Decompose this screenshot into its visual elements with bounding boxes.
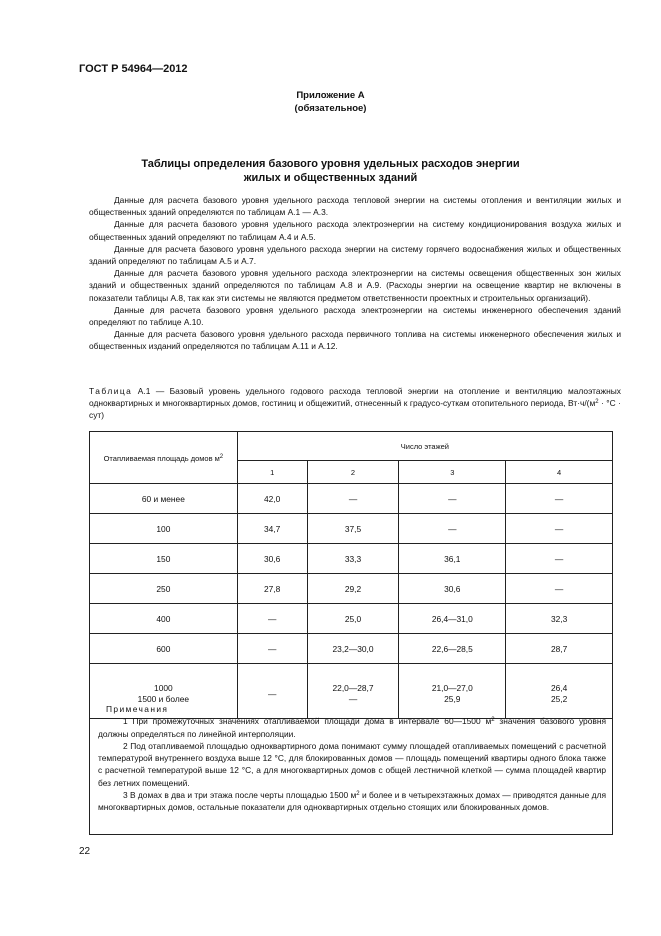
value: 21,0—27,0 bbox=[431, 683, 473, 693]
value-cell: 26,4—31,0 bbox=[399, 604, 506, 634]
value: 26,4 bbox=[550, 683, 568, 693]
row-header: Отапливаемая площадь домов м bbox=[103, 453, 220, 463]
table-row bbox=[90, 544, 613, 574]
value-cell: — bbox=[399, 484, 506, 514]
table-row bbox=[90, 574, 613, 604]
paragraph: Данные для расчета базового уровня удельного расхода электроэнергии на систему кондиционирования воздуха жилых и общественных зданий определяют по таблицам А.4 и А.5. bbox=[89, 219, 621, 242]
value-cell: 36,1 bbox=[399, 544, 506, 574]
area-cell: 100 bbox=[90, 514, 238, 544]
paragraph: Данные для расчета базового уровня удельного расхода электроэнергии на системы инженерного обеспечения зданий определяют по таблице А.10. bbox=[89, 304, 621, 328]
section-title-line1: Таблицы определения базового уровня удельных расходов энергии bbox=[141, 158, 520, 170]
heat-energy-table bbox=[89, 431, 613, 719]
value-cell: 32,3 bbox=[506, 604, 613, 634]
value-cell: 29,2 bbox=[307, 574, 399, 604]
note-text: 3 В домах в два и три этажа после черты площадью 1500 м bbox=[123, 790, 357, 801]
col-group-header: Число этажей bbox=[237, 432, 612, 461]
area-value: 1000 bbox=[154, 683, 173, 693]
table-notes bbox=[89, 697, 613, 835]
notes-content bbox=[98, 703, 606, 814]
value-cell: — bbox=[237, 664, 307, 719]
area-cell: 150 bbox=[90, 544, 238, 574]
table-caption-label: Таблица bbox=[89, 386, 133, 396]
note-2: 2 Под отапливаемой площадью одноквартирного дома понимают сумму площадей отапливаемых помещений с расчетной температурой внутреннего воздуха выше 12 °С, для блокированных домов — площадь помещений квартиры одного блока также с расчетной температурой выше 12 °С, а для многоквартирных домов с общей лестничной клеткой — сумма площадей квартир без летних помещений. bbox=[98, 740, 606, 788]
note-sup: 2 bbox=[356, 791, 360, 798]
area-cell: 250 bbox=[90, 574, 238, 604]
area-value: 1500 и более bbox=[137, 694, 190, 704]
paragraph: Данные для расчета базового уровня удельного расхода электроэнергии на системы освещения общественных зон жилых зданий и общественных зданий определяются по таблицам А.8 и А.9. (Расходы энергии на освещение квартир не включены в показатели таблицы А.8, так как эти системы не являются предметом ответственности проектных и строительных организаций). bbox=[89, 268, 621, 303]
area-cell: 60 и менее bbox=[90, 484, 238, 514]
floor-header: 4 bbox=[506, 461, 613, 484]
paragraph: Данные для расчета базового уровня удельного расхода первичного топлива на системы инженерного обеспечения жилых и общественных изданий определяются по таблицам А.11 и А.12. bbox=[89, 329, 621, 352]
value-cell: — bbox=[506, 484, 613, 514]
value-cell: — bbox=[506, 514, 613, 544]
table-caption-tail: · °С · сут) bbox=[89, 398, 621, 421]
paragraph: Данные для расчета базового уровня удельного расхода тепловой энергии на системы отопления и вентиляции жилых и общественных зданий определяются по таблицам А.1 — А.3. bbox=[89, 195, 621, 218]
table-caption-text: А.1 — Базовый уровень удельного годового расхода тепловой энергии на отопление и вентиляцию малоэтажных одноквартирных и многоквартирных домов, гостиниц и общежитий, отнесенный к градусо-суткам отопительного периода, Вт·ч/(м bbox=[89, 386, 621, 409]
note-3 bbox=[98, 789, 606, 814]
note-text: и более и в четырехэтажных домах — приводятся данные для многоквартирных домов, остальные показатели для одноквартирных отдельно стоящих или блокированных домов. bbox=[98, 790, 606, 813]
value-cell: — bbox=[399, 514, 506, 544]
table-row bbox=[90, 484, 613, 514]
value-cell: — bbox=[237, 634, 307, 664]
document-header: ГОСТ Р 54964—2012 bbox=[79, 63, 188, 75]
value-cell: 28,7 bbox=[506, 634, 613, 664]
value-cell: 30,6 bbox=[399, 574, 506, 604]
area-cell: 600 bbox=[90, 634, 238, 664]
value-cell: — bbox=[307, 484, 399, 514]
note-text: 1 При промежуточных значениях отапливаемой площади дома в интервале 60—1500 м bbox=[123, 716, 492, 727]
table-row bbox=[90, 634, 613, 664]
note-1 bbox=[98, 715, 606, 740]
intro-text bbox=[89, 194, 621, 353]
area-cell: 400 bbox=[90, 604, 238, 634]
value-cell: 22,6—28,5 bbox=[399, 634, 506, 664]
value-cell: 42,0 bbox=[237, 484, 307, 514]
row-header-sup: 2 bbox=[219, 453, 224, 460]
section-title-line2: жилых и общественных зданий bbox=[243, 172, 418, 184]
table-row bbox=[90, 514, 613, 544]
value: — bbox=[348, 694, 358, 704]
value-cell: 25,0 bbox=[307, 604, 399, 634]
value-cell: — bbox=[506, 574, 613, 604]
value: 25,2 bbox=[550, 694, 568, 704]
value-cell: 37,5 bbox=[307, 514, 399, 544]
value: 25,9 bbox=[444, 694, 461, 704]
row-header-cell bbox=[90, 432, 238, 484]
value-cell: 34,7 bbox=[237, 514, 307, 544]
notes-heading: Примечания bbox=[106, 704, 169, 714]
paragraph: Данные для расчета базового уровня удельного расхода энергии на систему горячего водоснабжения жилых и общественных зданий определяют по таблицам А.5 и А.7. bbox=[89, 243, 621, 267]
table-caption-sup: 2 bbox=[595, 399, 599, 406]
note-text: значения базового уровня должны определяться по линейной интерполяции. bbox=[98, 716, 606, 739]
page-number: 22 bbox=[79, 846, 91, 857]
value-cell: 27,8 bbox=[237, 574, 307, 604]
appendix-title: Приложение А bbox=[296, 90, 365, 101]
floor-header: 1 bbox=[237, 461, 307, 484]
value-cell: — bbox=[237, 604, 307, 634]
note-sup: 2 bbox=[491, 717, 495, 724]
appendix-status: (обязательное) bbox=[294, 103, 367, 114]
value-cell: 30,6 bbox=[237, 544, 307, 574]
value: 22,0—28,7 bbox=[332, 683, 374, 693]
table-row bbox=[90, 604, 613, 634]
value-cell: — bbox=[506, 544, 613, 574]
floor-header: 3 bbox=[399, 461, 506, 484]
table-caption bbox=[89, 385, 621, 422]
value-cell: 33,3 bbox=[307, 544, 399, 574]
floor-header: 2 bbox=[307, 461, 399, 484]
value-cell: 23,2—30,0 bbox=[307, 634, 399, 664]
